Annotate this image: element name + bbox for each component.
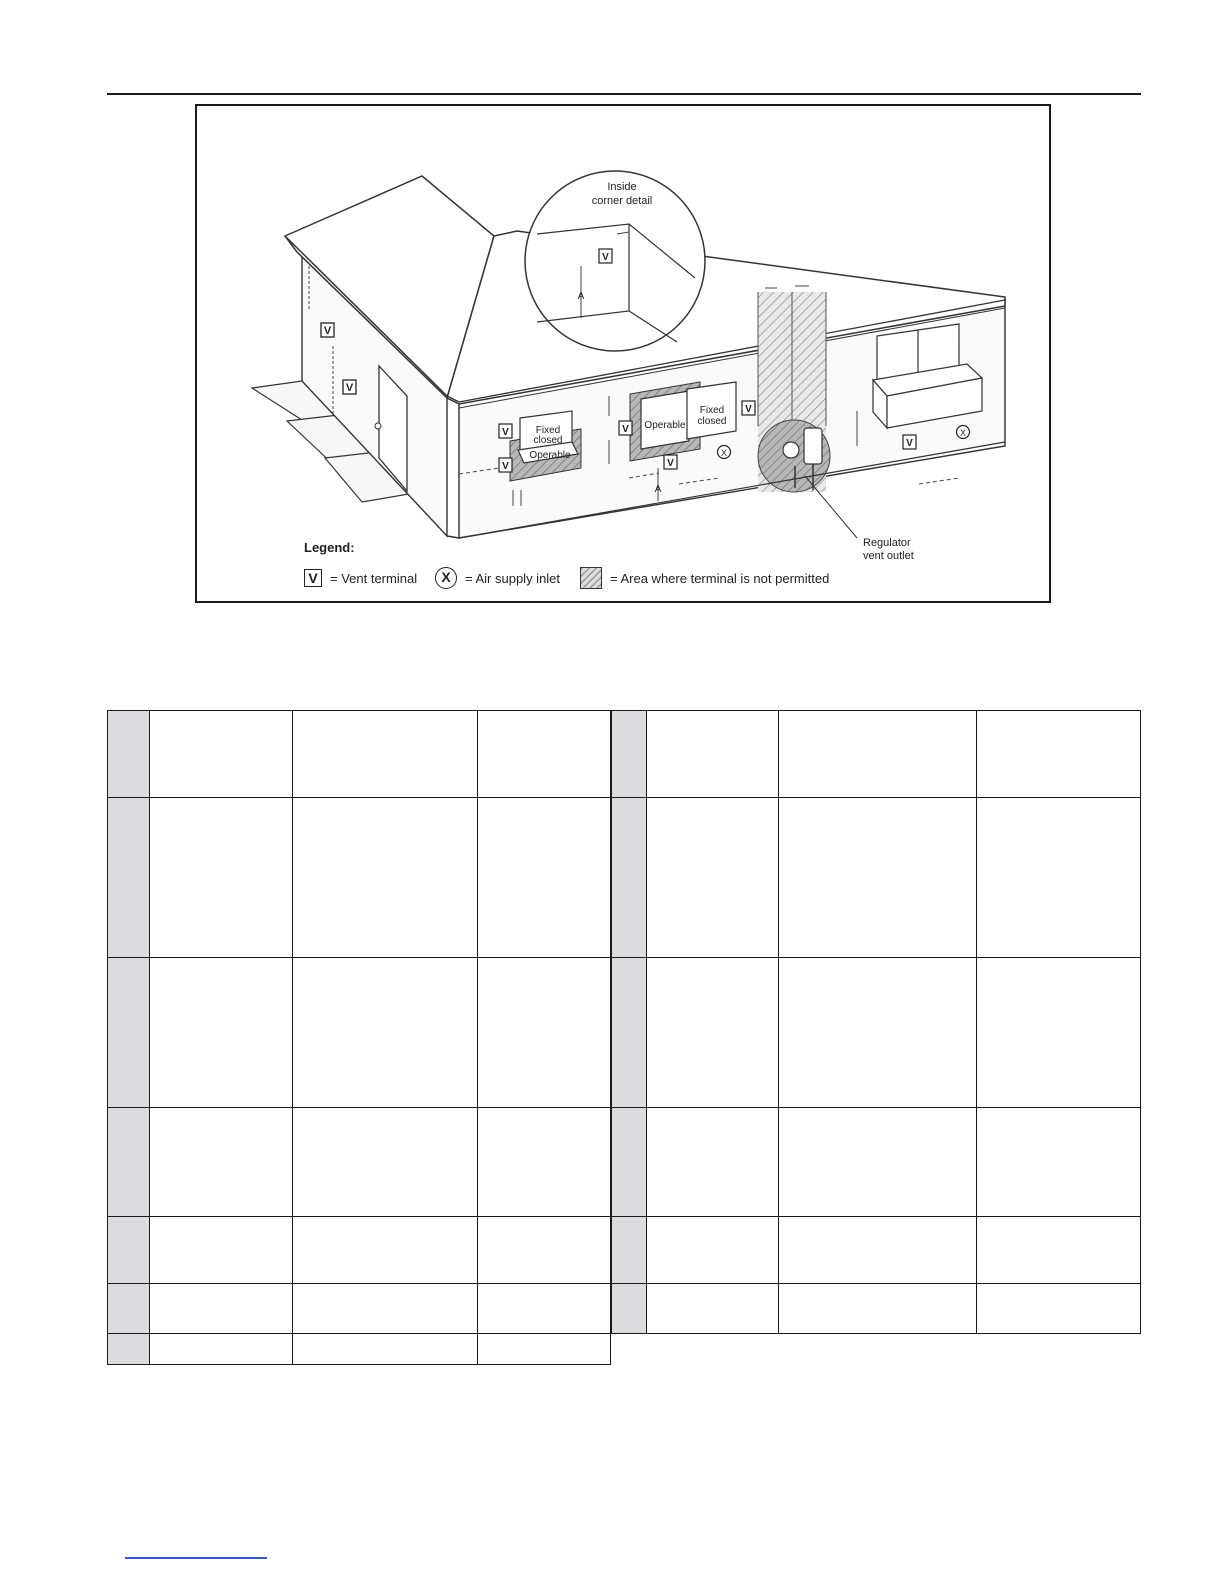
- svg-text:V: V: [745, 404, 752, 415]
- table-row: [108, 1334, 611, 1365]
- legend-area-label: = Area where terminal is not permitted: [610, 570, 830, 586]
- svg-text:X: X: [720, 448, 728, 458]
- legend-exclusion-area: [580, 566, 829, 590]
- svg-text:V: V: [323, 325, 332, 337]
- table-row: [612, 958, 1141, 1108]
- footer-link-underline[interactable]: [125, 1557, 267, 1559]
- svg-text:V: V: [602, 252, 609, 263]
- svg-text:Fixed: Fixed: [535, 425, 561, 436]
- svg-text:closed: closed: [533, 435, 563, 446]
- svg-text:Operable: Operable: [644, 420, 686, 431]
- svg-text:Fixed: Fixed: [699, 405, 725, 416]
- svg-text:A: A: [577, 291, 585, 302]
- legend-vent-terminal: [304, 566, 417, 590]
- vent-terminal-icon: V: [304, 569, 322, 587]
- clearance-table-right: [611, 710, 1141, 1334]
- svg-text:X: X: [959, 428, 967, 438]
- svg-text:Regulator: Regulator: [863, 537, 911, 549]
- svg-text:corner detail: corner detail: [591, 195, 653, 207]
- svg-text:V: V: [622, 424, 629, 435]
- table-row: [612, 798, 1141, 958]
- svg-text:V: V: [906, 438, 913, 449]
- table-row: [108, 1108, 611, 1217]
- table-row: [108, 1284, 611, 1334]
- table-row: [108, 711, 611, 798]
- table-row: [612, 1217, 1141, 1284]
- svg-text:V: V: [345, 382, 354, 394]
- table-row: [108, 958, 611, 1108]
- legend-vent-label: = Vent terminal: [330, 570, 418, 586]
- legend-air-supply: [435, 566, 560, 590]
- svg-text:A: A: [654, 484, 662, 495]
- legend-air-label: = Air supply inlet: [465, 570, 561, 586]
- table-row: [108, 1217, 611, 1284]
- inside-corner-inset: [525, 171, 705, 351]
- legend-title: Legend:: [304, 540, 355, 555]
- table-row: [612, 711, 1141, 798]
- table-row: [612, 1108, 1141, 1217]
- table-row: [108, 798, 611, 958]
- clearance-table-left: [107, 710, 611, 1365]
- svg-text:Inside: Inside: [607, 181, 637, 193]
- hatched-area-icon: [580, 567, 602, 589]
- svg-text:V: V: [667, 458, 674, 469]
- vent-clearance-figure: [195, 104, 1051, 603]
- header-rule: [107, 93, 1141, 95]
- svg-text:V: V: [502, 427, 509, 438]
- air-supply-icon: X: [435, 567, 457, 589]
- svg-text:closed: closed: [697, 416, 727, 427]
- svg-text:Operable: Operable: [529, 450, 571, 461]
- table-row: [612, 1284, 1141, 1334]
- house-illustration: [197, 106, 1053, 605]
- svg-text:vent outlet: vent outlet: [863, 550, 914, 562]
- svg-text:V: V: [502, 461, 509, 472]
